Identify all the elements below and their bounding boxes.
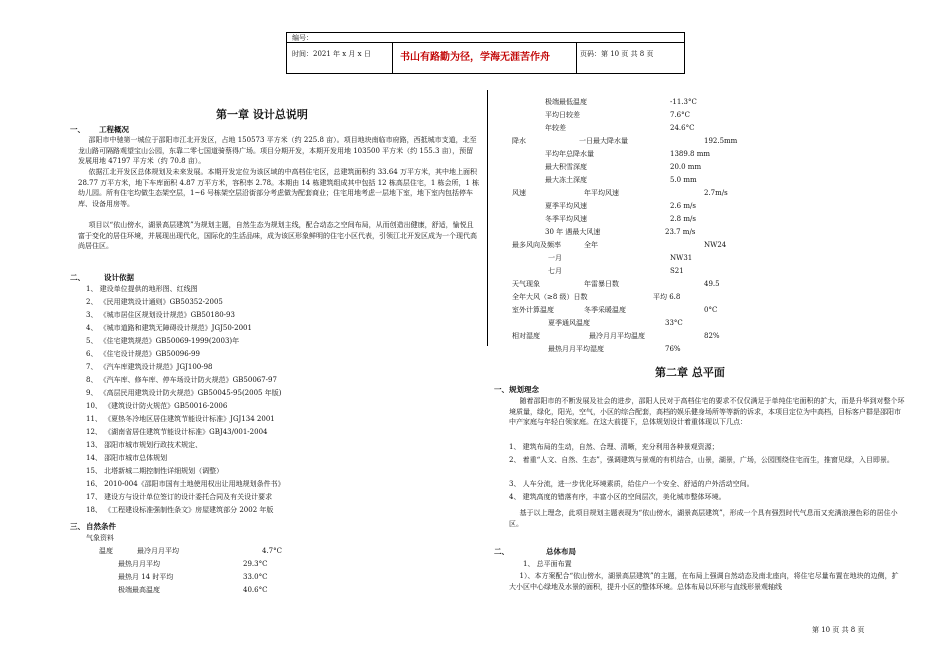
temp-row-value: 29.3°C [243,560,268,568]
basis-item: 14、 邵阳市城市总体规划 [86,454,168,462]
ch1-paragraph-1: 邵阳市中驰第一城位于邵阳市江北开发区，占地 150573 平方米（约 225.8 亩）。项目地块南临市府路，西抵城市支道，北至龙山路可隔路观望宝山公园，东靠二零七国道骑蔡得广场。项目分期开发，本期开发用地 103500 平方米（约 155.3 亩），预留发展用地 47197 平方米（约 70.8 亩）。 [78,136,477,165]
header-number-label: 编号： [292,34,313,42]
humidity-category: 相对湿度 [512,332,540,340]
dir3-label: 七月 [548,267,562,275]
basis-item: 2、 《民用建筑设计通则》GB50352-2005 [86,298,223,306]
temp-row-value: 4.7°C [262,547,282,555]
climate-r1-value: -11.3°C [670,98,697,106]
climate-r2-value: 7.6°C [670,111,690,119]
chapter1-title: 第一章 设计总说明 [216,108,308,121]
header-bottom-rule [286,73,685,74]
basis-item: 6、 《住宅设计规范》GB50096-99 [86,350,200,358]
hum1-label: 最冷月月平均温度 [589,332,645,340]
rain1-value: 192.5mm [704,137,738,145]
ch1-sec2-num: 二、 [70,273,85,282]
basis-item: 16、 2010-004《邵阳市国有土地使用权出让用地规划条件书》 [86,480,285,488]
ch1-sec3-title: 自然条件 [86,522,116,531]
climate-r1-label: 极端最低温度 [545,98,587,106]
wind2-value: 2.6 m/s [670,202,696,210]
header-top-rule [286,32,685,33]
dir1-label: 全年 [584,241,598,249]
rain3-value: 20.0 mm [670,163,702,171]
basis-item: 3、 《城市居住区规划设计规范》GB50180-93 [86,311,235,319]
ch1-sec3-num: 三、 [70,522,85,531]
header-mid-rule [286,42,685,43]
climate-label: 气象资料 [86,534,114,542]
basis-item: 1、 建设单位提供的地形图、红线图 [86,285,198,293]
basis-item: 11、 《夏热冬冷地区居住建筑节能设计标准》JGJ134 2001 [86,415,275,423]
ch1-paragraph-3: 项目以“依山傍水，湖景高层建筑”为规划主题，自然生态为规划主线，配合动态之空间布局，从而创造出健康，舒适，愉悦且富于变化的居住环境，并展现出现代化，国际化的生活品味，成为该区形象鲜明的住宅小区代表，引领江北开发区成为一个现代高尚居住区。 [78,221,477,250]
basis-item: 12、 《湖南省居住建筑节能设计标准》GBJ43/001-2004 [86,428,268,436]
ch2-paragraph-3: 1）、本方案配合“依山傍水，湖景高层建筑”的主题，在布局上强调自然动态及南北座向，将住宅尽量布置在地块的边侧，扩大小区中心绿地及水景的面积，提升小区的整体环境。总体布局以环形与直线形景观轴线 [509,572,899,591]
column-divider [487,90,488,346]
wind-category: 风速 [512,189,526,197]
temp-category: 温度 [99,547,113,555]
header-left-border [286,32,287,74]
gale-value: 平均 6.8 [653,293,681,301]
calc1-label: 冬季采暖温度 [584,306,626,314]
basis-item: 18、 《工程建设标准强制性条文》房屋建筑部分 2002 年版 [86,506,274,514]
wind3-label: 冬季平均风速 [545,215,587,223]
layout-subheading: 1、 总平面布置 [523,560,572,568]
ch1-paragraph-2: 依据江北开发区总体规划及未来发展。本期开发定位为该区域的中高档住宅区，总建筑面积约 33.64 万平方米，其中地上面积 28.77 万平方米，地下车库面积 4.87 万平方米，容积率 2.78。本期由 14 栋建筑组成其中包括 12 栋高层住宅，1 栋会所，1 栋幼儿园。所有住宅均做生态架空层，1~6 号栋架空层沿街部分考虑做为配套商业；住宅用地考虑一层地下室，地下室内包括停车库、设备用房等。 [78,168,480,208]
basis-item: 8、 《汽车库、修车库、停车场设计防火规范》GB50067-97 [86,376,277,384]
dir1-value: NW24 [704,241,727,249]
dir2-label: 一月 [548,254,562,262]
temp-row-label: 最热月月平均 [118,560,160,568]
weather-category: 天气现象 [512,280,540,288]
sky1-value: 49.5 [704,280,720,288]
chapter2-title: 第二章 总平面 [655,366,725,379]
ch2-sec2-num: 二、 [494,547,509,556]
footer-page-number: 第 10 页 共 8 页 [812,626,865,634]
basis-item: 10、 《建筑设计防火规范》GB50016-2006 [86,402,228,410]
rain4-label: 最大冻土深度 [545,176,587,184]
ch1-sec2-title: 设计依据 [104,273,134,282]
calc2-value: 33°C [665,319,683,327]
basis-item: 13、 邵阳市城市规划行政技术规定、 [86,441,203,449]
wind3-value: 2.8 m/s [670,215,696,223]
principle-item: 4、 建筑高度的错落有序，丰富小区的空间层次，美化城市整体环境。 [509,493,726,501]
principle-item: 3、 人车分流，进一步优化环境素质，给住户一个安全、舒适的户外活动空间。 [509,480,754,488]
basis-item: 17、 建设方与设计单位签订的设计委托合同及有关设计要求 [86,493,273,501]
basis-item: 4、 《城市道路和建筑无障碍设计规范》JGJ50-2001 [86,324,252,332]
basis-item: 15、 北塔新城二期控制性详细规划（调整） [86,467,224,475]
ch2-sec2-title: 总体布局 [546,547,576,556]
header-divider-2 [576,42,577,73]
wind4-value: 23.7 m/s [665,228,696,236]
hum2-value: 76% [665,345,681,353]
basis-item: 7、 《汽车库建筑设计规范》JGJ100-98 [86,363,213,371]
header-motto: 书山有路勤为径，学海无涯苦作舟 [400,52,550,63]
wind2-label: 夏季平均风速 [545,202,587,210]
temp-row-value: 33.0°C [243,573,268,581]
hum2-label: 最热月月平均湿度 [548,345,604,353]
ch2-paragraph-2: 基于以上理念，此项目规划主题表现为“依山傍水，湖景高层建筑”，形成一个具有强烈时代气息而又充满浪漫色彩的居住小区。 [509,509,898,528]
rain3-label: 最大积雪深度 [545,163,587,171]
dir2-value: NW31 [670,254,693,262]
wind4-label: 30 年 遇最大风速 [545,228,601,236]
sky1-label: 年雷暴日数 [584,280,619,288]
calc1-value: 0°C [704,306,718,314]
climate-r3-value: 24.6°C [670,124,695,132]
gale-label: 全年大风（≥8 级）日数 [512,293,588,301]
ch1-sec1-num: 一、 [70,125,85,134]
climate-r2-label: 平均日较差 [545,111,580,119]
ch1-sec1-title: 工程概况 [99,125,129,134]
rain2-value: 1389.8 mm [670,150,710,158]
dir3-value: S21 [670,267,684,275]
principle-item: 2、 着重“人文、自然、生态”，强调建筑与景观的有机结合，山景，湖景，广场，公园围绕住宅而生，推窗见绿，入目即景。 [509,456,894,464]
rain4-value: 5.0 mm [670,176,697,184]
header-right-border [684,32,685,74]
ch2-sec1-num: 一、 [494,385,509,394]
rain-category: 降水 [512,137,526,145]
calc2-label: 夏季通风温度 [548,319,590,327]
winddir-category: 最多风向及频率 [512,241,561,249]
basis-item: 9、 《高层民用建筑设计防火规范》GB50045-95(2005 年版) [86,389,282,397]
hum1-value: 82% [704,332,720,340]
wind1-value: 2.7m/s [704,189,728,197]
header-page-info: 页码：第 10 页 共 8 页 [580,50,654,58]
rain1-label: 一日最大降水量 [579,137,628,145]
principle-item: 1、 建筑布局的生动，自然、合理、清晰，充分利用各种景观资源； [509,443,719,451]
temp-row-label: 最冷月月平均 [137,547,179,555]
calc-category: 室外计算温度 [512,306,554,314]
ch2-sec1-title: 规划理念 [509,385,539,394]
rain2-label: 平均年总降水量 [545,150,594,158]
temp-row-label: 最热月 14 时平均 [118,573,174,581]
temp-row-value: 40.6°C [243,586,268,594]
header-time: 时间：2021 年 x 月 x 日 [292,50,371,58]
header-divider-1 [392,42,393,73]
temp-row-label: 极端最高温度 [118,586,160,594]
wind1-label: 年平均风速 [584,189,619,197]
basis-item: 5、 《住宅建筑规范》GB50069-1999(2003)年 [86,337,240,345]
climate-r3-label: 年较差 [545,124,566,132]
ch2-paragraph-1: 随着邵阳市的不断发展及社会的进步，邵阳人民对于高档住宅的要求不仅仅满足于单纯住宅面积的扩大，而是升华到对整个环境质量，绿化，阳光，空气，小区的综合配套，高档的娱乐健身场所等等新的诉求，本项目定位为中高档，目标客户群是邵阳市中产家庭与年轻白领家庭。在这大前提下，总体规划设计着重体现以下几点： [509,397,905,426]
